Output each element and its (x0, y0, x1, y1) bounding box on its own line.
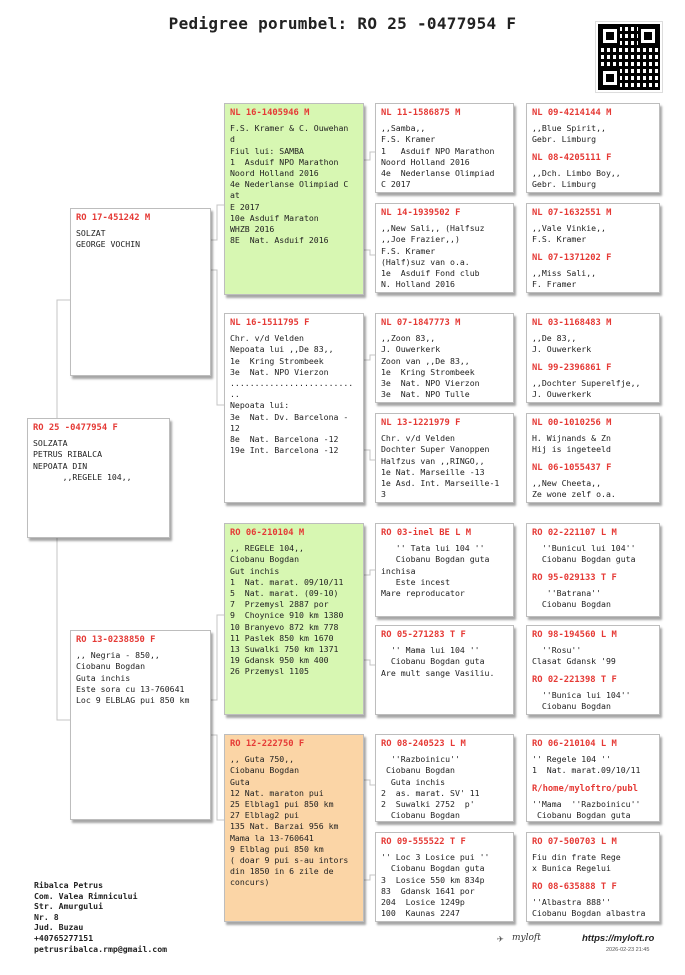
ring-number: RO 02-221107 L M (532, 528, 617, 538)
pigeon-details: H. Wijnands & Zn Hij is ingeteeld (532, 433, 611, 455)
great-grandparent-card (375, 313, 514, 403)
pigeon-details: SOLZATA PETRUS RIBALCA NEPOATA DIN ,,REGELE 104,, (33, 438, 132, 482)
dam-card (70, 630, 211, 820)
ggg-parent-pair-card (526, 203, 660, 293)
pigeon-details: ''Bunicul lui 104'' Ciobanu Bogdan guta (541, 543, 636, 565)
ring-number: RO 08-635888 T F (532, 881, 617, 892)
great-grandparent-card (375, 832, 514, 922)
pigeon-details: ''Rosu'' Clasat Gdansk '99 (532, 645, 616, 667)
ggg-parent-pair-card (526, 832, 660, 922)
great-grandparent-card (375, 734, 514, 822)
ring-number: NL 09-4214144 M (532, 108, 612, 118)
ring-number: NL 07-1632551 M (532, 208, 612, 218)
ring-number: R/home/myloftro/publ (532, 783, 638, 794)
pigeon-details: ,,Dch. Limbo Boy,, Gebr. Limburg (532, 167, 621, 190)
ring-number: NL 00-1010256 M (532, 418, 612, 428)
ggg-parent-pair-card (526, 734, 660, 822)
ring-number: RO 17-451242 M (76, 213, 151, 223)
ring-number: NL 16-1405946 M (230, 108, 310, 118)
grandsire-paternal-card (224, 103, 364, 295)
ring-number: NL 07-1847773 M (381, 318, 461, 328)
ring-number: RO 95-029133 T F (532, 572, 617, 583)
pigeon-details: ''Mama ''Razboinicu'' Ciobanu Bogdan guta (532, 798, 641, 821)
owner-address: Ribalca Petrus Com. Valea Rimnicului Str. Amurgului Nr. 8 Jud. Buzau +40765277151 petrusribalca.rmp@gmail.com (34, 880, 168, 954)
website-link[interactable]: https://myloft.ro (582, 933, 655, 944)
ring-number: NL 03-1168483 M (532, 318, 612, 328)
ring-number: RO 02-221398 T F (532, 674, 617, 685)
pigeon-logo-icon: ✈ (497, 932, 504, 945)
ring-number: RO 12-222750 F (230, 739, 305, 749)
pigeon-details: ,,New Cheeta,, Ze wone zelf o.a. (532, 477, 616, 500)
pigeon-details: SOLZAT GEORGE VOCHIN (76, 228, 141, 250)
ring-number: NL 99-2396861 F (532, 362, 612, 373)
ggg-parent-pair-card (526, 313, 660, 403)
ring-number: RO 05-271283 T F (381, 630, 466, 640)
ring-number: NL 14-1939502 F (381, 208, 461, 218)
ring-number: RO 25 -0477954 F (33, 423, 118, 433)
ring-number: NL 16-1511795 F (230, 318, 310, 328)
great-grandparent-card (375, 103, 514, 193)
ring-number: NL 07-1371202 F (532, 252, 612, 263)
pigeon-details: ,, Guta 750,, Ciobanu Bogdan Guta 12 Nat. maraton pui 25 Elblag1 pui 850 km 27 Elblag2 pui 135 Nat. Barzai 956 km Mama la 13-760641 9 Elblag pui 850 km ( doar 9 pui s-au intors din 1850 in 6 zile de concurs) (230, 754, 349, 888)
ring-number: RO 09-555522 T F (381, 837, 466, 847)
ring-number: RO 03-inel BE L M (381, 528, 472, 538)
ggg-parent-pair-card (526, 523, 660, 617)
pigeon-details: Fiu din frate Rege x Bunica Regelui (532, 852, 621, 874)
pigeon-details: ,, REGELE 104,, Ciobanu Bogdan Gut inchis 1 Nat. marat. 09/10/11 5 Nat. marat. (09-10) 7 Przemysl 2887 por 9 Choynice 910 km 1380 10 Branyevo 872 km 778 11 Paslek 850 km 1670 13 Suwalki 750 km 1371 19 Gdansk 950 km 400 26 Przemysl 1105 (230, 543, 344, 677)
pigeon-details: ,,Zoon 83,, J. Ouwerkerk Zoon van ,,De 83,, 1e Kring Strombeek 3e Nat. NPO Vierzon 3e Nat. NPO Tulle (381, 333, 480, 400)
pigeon-details: Chr. v/d Velden Nepoata lui ,,De 83,, 1e Kring Strombeek 3e Nat. NPO Vierzon ......................... .. Nepoata lui: 3e Nat. Dv. Barcelona - 12 8e Nat. Barcelona -12 19e Int. Barcelona -12 (230, 333, 354, 456)
sire-card (70, 208, 211, 376)
great-grandparent-card (375, 625, 514, 715)
ring-number: RO 08-240523 L M (381, 739, 466, 749)
pigeon-details: ,,Miss Sali,, F. Framer (532, 267, 597, 290)
ggg-parent-pair-card (526, 103, 660, 193)
ring-number: RO 07-500703 L M (532, 837, 617, 847)
pigeon-details: '' Regele 104 '' 1 Nat. marat.09/10/11 (532, 754, 641, 776)
grandsire-maternal-card (224, 523, 364, 715)
pigeon-details: ''Batrana'' Ciobanu Bogdan (541, 587, 611, 610)
print-date: 2026-02-23 21:45 (606, 947, 650, 953)
ring-number: RO 06-210104 M (230, 528, 305, 538)
ring-number: RO 06-210104 L M (532, 739, 617, 749)
pigeon-details: '' Loc 3 Losice pui '' Ciobanu Bogdan guta 3 Losice 550 km 834p 83 Gdansk 1641 por 204 Losice 1249p 100 Kaunas 2247 (381, 852, 490, 919)
page-title: Pedigree porumbel: RO 25 -0477954 F (168, 14, 517, 33)
pigeon-details: ''Razboinicu'' Ciobanu Bogdan Guta inchis 2 as. marat. SV' 11 2 Suwalki 2752 p' Ciobanu Bogdan (381, 754, 480, 821)
pigeon-details: '' Tata lui 104 '' Ciobanu Bogdan guta inchisa Este incest Mare reproducator (381, 543, 490, 599)
great-grandparent-card (375, 413, 514, 503)
ring-number: NL 08-4205111 F (532, 152, 612, 163)
ring-number: RO 13-0238850 F (76, 635, 156, 645)
granddam-maternal-card (224, 734, 364, 922)
pigeon-details: ''Albastra 888'' Ciobanu Bogdan albastra (532, 896, 646, 919)
granddam-paternal-card (224, 313, 364, 503)
ring-number: RO 98-194560 L M (532, 630, 617, 640)
pigeon-details: ,,Samba,, F.S. Kramer 1 Asduif NPO Marathon Noord Holland 2016 4e Nederlanse Olimpiad C 2017 (381, 123, 495, 190)
pigeon-details: ,,New Sali,, (Halfsuz ,,Joe Frazier,,) F.S. Kramer (Half)suz van o.a. 1e Asduif Fond club N. Holland 2016 (381, 223, 485, 290)
pigeon-details: ,,Vale Vinkie,, F.S. Kramer (532, 223, 606, 245)
brand-name: myloft (512, 933, 541, 943)
pigeon-details: '' Mama lui 104 '' Ciobanu Bogdan guta Are mult sange Vasiliu. (381, 645, 495, 678)
ggg-parent-pair-card (526, 625, 660, 715)
great-grandparent-card (375, 203, 514, 293)
ring-number: NL 13-1221979 F (381, 418, 461, 428)
pigeon-details: F.S. Kramer & C. Ouwehan d Fiul lui: SAMBA 1 Asduif NPO Marathon Noord Holland 2016 4e Nederlanse Olimpiad C at E 2017 10e Asduif Maraton WHZB 2016 8E Nat. Asduif 2016 (230, 123, 349, 246)
pigeon-details: ,,Dochter Superelfje,, J. Ouwerkerk (532, 377, 641, 400)
ring-number: NL 11-1586875 M (381, 108, 461, 118)
subject-pigeon-card (27, 418, 170, 538)
ggg-parent-pair-card (526, 413, 660, 503)
pigeon-details: ,,Blue Spirit,, Gebr. Limburg (532, 123, 606, 145)
pigeon-details: ,, Negria - 850,, Ciobanu Bogdan Guta inchis Este sora cu 13-760641 Loc 9 ELBLAG pui 850 km (76, 650, 190, 706)
ring-number: NL 06-1055437 F (532, 462, 612, 473)
great-grandparent-card (375, 523, 514, 617)
pigeon-details: Chr. v/d Velden Dochter Super Vanoppen Halfzus van ,,RINGO,, 1e Nat. Marseille -13 1e Asd. Int. Marseille-1 3 (381, 433, 500, 500)
pigeon-details: ,,De 83,, J. Ouwerkerk (532, 333, 592, 355)
pigeon-details: ''Bunica lui 104'' Ciobanu Bogdan (541, 689, 631, 712)
